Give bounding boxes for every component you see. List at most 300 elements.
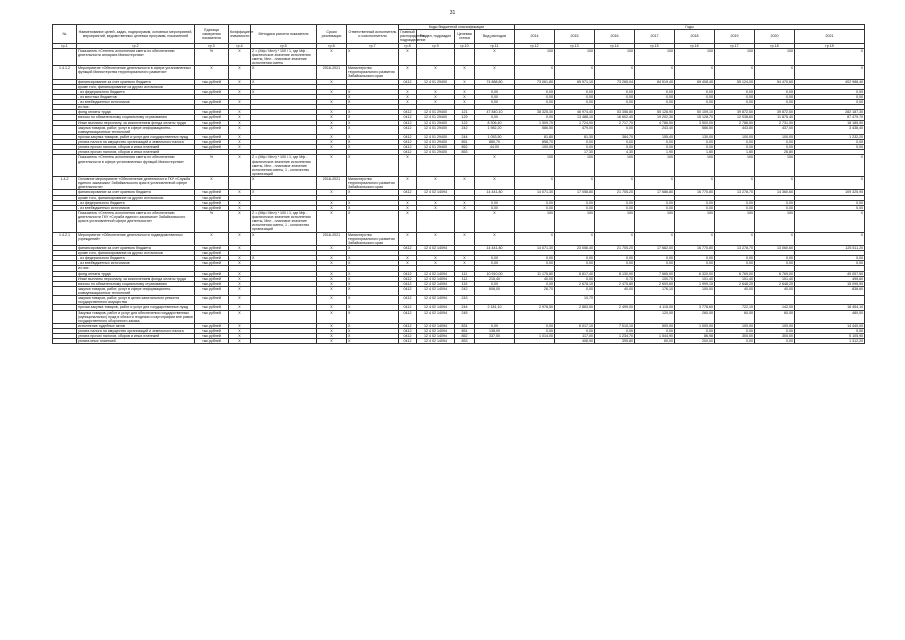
table-cell: 40,00 bbox=[755, 286, 795, 295]
table-cell: 0,00 bbox=[515, 115, 555, 120]
table-cell: 40,00 bbox=[715, 286, 755, 295]
table-cell: 18 185,90 bbox=[795, 120, 865, 125]
table-cell: Х bbox=[317, 200, 347, 205]
table-cell: Х bbox=[251, 190, 317, 195]
table-cell: 8 130,90 bbox=[595, 271, 635, 276]
table-cell: 55 126,90 bbox=[635, 110, 675, 115]
colnum: гр.19 bbox=[795, 43, 865, 48]
table-cell bbox=[417, 210, 455, 232]
table-cell: кроме того, финансирование из других источников bbox=[77, 251, 195, 256]
table-cell: 112 bbox=[455, 276, 475, 281]
table-cell: Х bbox=[317, 296, 347, 305]
table-cell: Х bbox=[399, 210, 417, 232]
table-cell: Х bbox=[251, 232, 317, 245]
table-row bbox=[53, 296, 865, 305]
table-cell: Х bbox=[455, 94, 475, 99]
table-cell: 852 bbox=[455, 145, 475, 150]
table-cell: Х bbox=[475, 177, 515, 190]
table-cell: 13 278,70 bbox=[715, 190, 755, 195]
table-cell: Х bbox=[347, 296, 399, 305]
table-cell: 260,00 bbox=[675, 310, 715, 323]
table-cell: - из внебюджетных источников bbox=[77, 100, 195, 105]
table-cell: Х bbox=[595, 177, 635, 190]
table-cell: 12 4 01 29400 bbox=[417, 145, 455, 150]
table-cell: 12 4 02 14094 bbox=[417, 305, 455, 310]
table-cell: Х bbox=[317, 48, 347, 66]
table-cell: прочая закупка товаров, работ и услуг для государственных нужд bbox=[77, 305, 195, 310]
table-cell: 0,00 bbox=[715, 200, 755, 205]
colnum: гр.6 bbox=[317, 43, 347, 48]
table-cell: 6 320,00 bbox=[675, 271, 715, 276]
table-cell: 12 4 01 29400 bbox=[417, 120, 455, 125]
table-cell: 12 4 02 14094 bbox=[417, 271, 455, 276]
table-cell: 53 356,80 bbox=[595, 110, 635, 115]
table-cell: тыс.рублей bbox=[195, 271, 229, 276]
table-cell: 100 bbox=[755, 155, 795, 177]
table-cell: 0412 bbox=[399, 281, 417, 286]
table-cell: Х bbox=[347, 155, 399, 177]
table-cell: Х bbox=[229, 261, 251, 266]
table-cell: Х bbox=[317, 115, 347, 120]
table-cell: 100 bbox=[515, 48, 555, 66]
table-cell: 46 974,40 bbox=[555, 110, 595, 115]
table-cell bbox=[251, 296, 317, 305]
header-years: Годы bbox=[515, 25, 865, 30]
table-cell: Х bbox=[455, 177, 475, 190]
table-cell: 722,10 bbox=[715, 305, 755, 310]
table-cell: 10 910,00 bbox=[475, 271, 515, 276]
table-cell: Х bbox=[455, 79, 475, 84]
table-cell: Х bbox=[229, 134, 251, 139]
table-cell: 100 bbox=[595, 48, 635, 66]
table-cell: Х bbox=[317, 79, 347, 84]
table-cell: Х bbox=[635, 66, 675, 79]
table-cell bbox=[251, 339, 317, 344]
table-cell: Х bbox=[417, 205, 455, 210]
table-cell: 0412 bbox=[399, 286, 417, 295]
table-cell bbox=[53, 48, 77, 66]
colnum: гр.3 bbox=[195, 43, 229, 48]
table-cell bbox=[53, 339, 77, 344]
table-cell: 0,00 bbox=[555, 145, 595, 150]
table-cell: 0412 bbox=[399, 79, 417, 84]
table-cell: Х bbox=[229, 200, 251, 205]
table-cell: 2016-2021 bbox=[317, 232, 347, 245]
table-cell: 0,00 bbox=[555, 261, 595, 266]
header-term: Сроки реализации bbox=[317, 25, 347, 44]
table-cell: Х bbox=[347, 110, 399, 115]
table-cell: Х bbox=[417, 89, 455, 94]
table-cell: Х bbox=[229, 339, 251, 344]
table-cell: 0,00 bbox=[595, 200, 635, 205]
table-cell: 6 769,00 bbox=[755, 271, 795, 276]
table-cell: 0412 bbox=[399, 134, 417, 139]
table-cell: 109 325,90 bbox=[795, 190, 865, 195]
colnum: гр.18 bbox=[755, 43, 795, 48]
table-cell: Х bbox=[229, 66, 251, 79]
header-2018: 2018 bbox=[675, 30, 715, 43]
table-cell: 21 705,20 bbox=[595, 190, 635, 195]
table-cell: 0,00 bbox=[555, 286, 595, 295]
table-cell: 0,00 bbox=[755, 205, 795, 210]
table-cell: Х bbox=[229, 125, 251, 134]
table-cell: 0,00 bbox=[635, 89, 675, 94]
table-cell: Х bbox=[317, 205, 347, 210]
table-cell: Министерство территориального развития Забайкальского края bbox=[347, 177, 399, 190]
header-grbs: Главный распорядитель, подразделение bbox=[400, 30, 427, 43]
table-cell: Х bbox=[347, 134, 399, 139]
header-name: Наименование целей, задач, подпрограмм, основных мероприятий, мероприятий, ведомственных целевых программ, показателей bbox=[77, 25, 195, 44]
table-cell: 0,00 bbox=[635, 329, 675, 334]
table-cell: 16 602,40 bbox=[595, 115, 635, 120]
table-cell: 1 312,20 bbox=[795, 339, 865, 344]
table-cell: 55 124,00 bbox=[715, 79, 755, 84]
table-cell: тыс.рублей bbox=[195, 323, 229, 328]
table-cell: Х bbox=[229, 115, 251, 120]
table-cell: 0,00 bbox=[555, 205, 595, 210]
table-cell bbox=[53, 155, 77, 177]
table-cell: Х bbox=[417, 200, 455, 205]
table-cell: Х bbox=[317, 245, 347, 250]
table-cell: Х bbox=[347, 286, 399, 295]
table-cell: Министерство территориального развития Забайкальского края bbox=[347, 232, 399, 245]
table-cell: - из федерального бюджета bbox=[77, 256, 195, 261]
table-cell: Х bbox=[555, 232, 595, 245]
table-cell: Х bbox=[347, 281, 399, 286]
table-cell: 130,00 bbox=[675, 134, 715, 139]
table-cell: уплата прочих налогов, сборов и иных платежей bbox=[77, 334, 195, 339]
table-cell: тыс.рублей bbox=[195, 205, 229, 210]
table-cell: 0,00 bbox=[635, 205, 675, 210]
table-cell: 4 115,00 bbox=[635, 305, 675, 310]
table-cell: Х bbox=[317, 155, 347, 177]
table-cell: 0,00 bbox=[475, 89, 515, 94]
table-cell: 14 441,80 bbox=[475, 245, 515, 250]
table-cell: Х bbox=[399, 155, 417, 177]
table-cell: Х bbox=[347, 334, 399, 339]
colnum: гр.14 bbox=[595, 43, 635, 48]
table-cell: 0,00 bbox=[515, 94, 555, 99]
table-cell: Х bbox=[399, 66, 417, 79]
table-cell: 12 4 02 14094 bbox=[417, 296, 455, 305]
table-cell: 1 053,50 bbox=[475, 134, 515, 139]
table-cell: Х bbox=[795, 210, 865, 232]
table-cell: 0,00 bbox=[675, 145, 715, 150]
table-cell: тыс.рублей bbox=[195, 305, 229, 310]
header-unit: Единица измерения показателя bbox=[195, 25, 229, 44]
colnum: гр.12 bbox=[515, 43, 555, 48]
colnum: гр.8 bbox=[399, 43, 417, 48]
table-cell: Мероприятие «Обеспечение деятельности подведомственных учреждений» bbox=[77, 232, 195, 245]
table-cell: тыс.рублей bbox=[195, 79, 229, 84]
table-cell: Х bbox=[347, 339, 399, 344]
table-cell: 81,30 bbox=[555, 134, 595, 139]
table-cell bbox=[455, 210, 475, 232]
table-cell bbox=[515, 339, 555, 344]
table-cell: 1 982,20 bbox=[475, 125, 515, 134]
table-cell: 245 bbox=[455, 310, 475, 323]
table-cell: 0,00 bbox=[755, 261, 795, 266]
table-cell: 86,98 bbox=[675, 334, 715, 339]
table-cell: 853 bbox=[455, 339, 475, 344]
table-cell: 853 bbox=[455, 150, 475, 155]
table-cell: Х bbox=[317, 329, 347, 334]
table-cell: 3 438,40 bbox=[795, 125, 865, 134]
table-cell: - из федерального бюджета bbox=[77, 200, 195, 205]
table-cell: 142,00 bbox=[755, 305, 795, 310]
table-cell: 0,00 bbox=[715, 140, 755, 145]
table-cell: Х bbox=[675, 232, 715, 245]
table-cell: 2016-2021 bbox=[317, 66, 347, 79]
table-cell: 100 bbox=[715, 155, 755, 177]
table-cell: 12 4 02 14094 bbox=[417, 334, 455, 339]
table-cell: финансирование за счет краевого бюджета bbox=[77, 245, 195, 250]
header-2016: 2016 bbox=[595, 30, 635, 43]
table-cell: - из внебюджетных источников bbox=[77, 261, 195, 266]
table-cell: кроме того, финансирование из других источников: bbox=[77, 195, 195, 200]
table-cell: 13 488,10 bbox=[555, 115, 595, 120]
header-no: № bbox=[53, 25, 77, 44]
table-cell: Х bbox=[347, 200, 399, 205]
table-cell: 0,70 bbox=[595, 276, 635, 281]
table-cell: 1 234,70 bbox=[595, 334, 635, 339]
table-cell: Мероприятие «Обеспечение деятельности в сфере установленных функций Министерства территориального развития» bbox=[77, 66, 195, 79]
table-cell: 0,00 bbox=[595, 329, 635, 334]
table-cell: 1.4.1.2 bbox=[53, 66, 77, 79]
table-cell: Х bbox=[229, 140, 251, 145]
table-cell: 0,00 bbox=[595, 100, 635, 105]
table-cell: Х bbox=[317, 281, 347, 286]
table-cell: 7 010,10 bbox=[595, 323, 635, 328]
table-cell: тыс.рублей bbox=[195, 100, 229, 105]
table-cell: 0412 bbox=[399, 334, 417, 339]
table-cell: 125 511,20 bbox=[795, 245, 865, 250]
table-cell: % bbox=[195, 48, 229, 66]
table-cell: из них: bbox=[77, 105, 195, 110]
table-cell: тыс.рублей bbox=[195, 89, 229, 94]
table-cell: Х bbox=[195, 177, 229, 190]
table-cell: Х bbox=[229, 310, 251, 323]
table-cell: 14 440,00 bbox=[795, 323, 865, 328]
table-cell: Х bbox=[347, 271, 399, 276]
colnum: гр.11 bbox=[475, 43, 515, 48]
table-cell: 0,00 bbox=[555, 329, 595, 334]
table-cell: 100 bbox=[675, 48, 715, 66]
table-cell: Х bbox=[417, 232, 455, 245]
table-cell: 100,00 bbox=[515, 145, 555, 150]
table-cell bbox=[715, 296, 755, 305]
table-cell: Х bbox=[399, 100, 417, 105]
table-cell: Х bbox=[317, 305, 347, 310]
table-cell: Иные выплаты персоналу, за исключением фонда оплаты труда bbox=[77, 120, 195, 125]
table-cell: 26,70 bbox=[515, 286, 555, 295]
table-cell: Х bbox=[347, 140, 399, 145]
table-cell: тыс.рублей bbox=[195, 281, 229, 286]
table-cell: 15 095,90 bbox=[795, 281, 865, 286]
header-razdel: Раздел, подраздел bbox=[417, 30, 455, 43]
table-cell bbox=[251, 286, 317, 295]
table-cell: Х bbox=[555, 177, 595, 190]
table-cell: 4,30 bbox=[595, 150, 635, 155]
table-cell: Х bbox=[317, 334, 347, 339]
table-cell: фонд оплаты труда bbox=[77, 271, 195, 276]
table-cell: 15 128,70 bbox=[675, 115, 715, 120]
table-cell: 0412 bbox=[399, 120, 417, 125]
table-cell: 880,70 bbox=[475, 140, 515, 145]
table-cell: Х bbox=[229, 210, 251, 232]
table-cell: 12 4 02 14094 bbox=[417, 245, 455, 250]
table-cell: тыс.рублей bbox=[195, 251, 229, 256]
table-cell: 13 060,60 bbox=[755, 245, 795, 250]
table-cell: 0,00 bbox=[475, 256, 515, 261]
table-cell: 282 187,30 bbox=[795, 110, 865, 115]
table-cell: 12 038,60 bbox=[715, 115, 755, 120]
table-cell: 0,00 bbox=[715, 329, 755, 334]
table-cell: 0,00 bbox=[475, 261, 515, 266]
table-cell: Х bbox=[195, 232, 229, 245]
table-cell: 74 888,80 bbox=[475, 79, 515, 84]
table-cell: Х bbox=[347, 245, 399, 250]
table-cell: 0,00 bbox=[755, 200, 795, 205]
header-2014: 2014 bbox=[515, 30, 555, 43]
table-cell: Х bbox=[347, 310, 399, 323]
table-cell: уплата прочих налогов, сборов и иных платежей bbox=[77, 150, 195, 155]
table-cell: Х bbox=[229, 323, 251, 328]
table-cell: 242 bbox=[455, 286, 475, 295]
table-cell: Х bbox=[755, 177, 795, 190]
table-cell: Х bbox=[229, 296, 251, 305]
colnum: гр.4 bbox=[229, 43, 251, 48]
table-cell: Показатель «Степень исполнения сметы по обеспечению деятельности в сфере установленных функций Министерства» bbox=[77, 155, 195, 177]
table-cell: 16 770,80 bbox=[675, 190, 715, 195]
table-cell: 12 4 01 29400 bbox=[417, 79, 455, 84]
table-cell: Х bbox=[347, 305, 399, 310]
table-cell: - из внебюджетных источников bbox=[77, 205, 195, 210]
colnum: гр.17 bbox=[715, 43, 755, 48]
table-cell: Х bbox=[229, 190, 251, 195]
table-cell: 495,60 bbox=[795, 276, 865, 281]
table-cell: Х bbox=[417, 94, 455, 99]
table-cell: 851 bbox=[455, 329, 475, 334]
table-cell: 0,00 bbox=[755, 329, 795, 334]
table-cell: тыс.рублей bbox=[195, 245, 229, 250]
table-cell: 300,00 bbox=[755, 334, 795, 339]
table-cell: 858,70 bbox=[515, 140, 555, 145]
table-cell: Х bbox=[229, 256, 251, 261]
table-cell bbox=[417, 48, 455, 66]
table-cell: 0412 bbox=[399, 329, 417, 334]
header-2017: 2017 bbox=[635, 30, 675, 43]
table-cell: Х bbox=[347, 120, 399, 125]
table-cell: Х bbox=[399, 232, 417, 245]
table-cell: 101,40 bbox=[755, 276, 795, 281]
table-cell: Х bbox=[229, 232, 251, 245]
table-cell: 14 441,80 bbox=[475, 190, 515, 195]
table-cell: 54 470,60 bbox=[755, 79, 795, 84]
table-cell: Х bbox=[251, 89, 317, 94]
table-cell: 12 4 01 29400 bbox=[417, 125, 455, 134]
table-cell: 2016-2021 bbox=[317, 177, 347, 190]
table-cell: 0,00 bbox=[595, 205, 635, 210]
table-cell: Х bbox=[555, 66, 595, 79]
table-cell: 1 544,90 bbox=[635, 334, 675, 339]
table-cell: 100 bbox=[515, 210, 555, 232]
table-cell: 0,00 bbox=[715, 256, 755, 261]
table-cell: 0,00 bbox=[595, 256, 635, 261]
table-cell: Х bbox=[317, 310, 347, 323]
table-cell: 852 bbox=[455, 334, 475, 339]
header-csr: Целевая статья bbox=[455, 30, 475, 43]
table-cell: 300,00 bbox=[715, 334, 755, 339]
table-cell: 39 872,50 bbox=[715, 110, 755, 115]
table-cell: Х bbox=[417, 66, 455, 79]
table-cell bbox=[53, 310, 77, 323]
table-cell: 6 017,10 bbox=[555, 323, 595, 328]
table-cell: 0,00 bbox=[795, 140, 865, 145]
table-row bbox=[53, 232, 865, 245]
table-cell: Х bbox=[229, 286, 251, 295]
table-cell: 100 bbox=[715, 210, 755, 232]
table-cell: 1 014,00 bbox=[515, 334, 555, 339]
table-cell: 244 bbox=[455, 134, 475, 139]
table-cell: финансирование за счет краевого бюджета bbox=[77, 190, 195, 195]
table-cell: Х bbox=[347, 256, 399, 261]
table-cell bbox=[53, 296, 77, 305]
table-cell: тыс.рублей bbox=[195, 145, 229, 150]
table-cell: тыс.рублей bbox=[195, 115, 229, 120]
table-cell: 0,00 bbox=[635, 100, 675, 105]
table-cell: Основное мероприятие «Обеспечение деятельности ГКУ «Служба единого заказчика» Забайкальского края в установленной сфере деятельности» bbox=[77, 177, 195, 190]
table-cell: 40,00 bbox=[515, 276, 555, 281]
table-cell: закупка товаров, работ, услуг в сфере информационно-коммуникационных технологий bbox=[77, 286, 195, 295]
table-cell: Х bbox=[347, 48, 399, 66]
table-cell: 0,00 bbox=[715, 145, 755, 150]
table-cell: 3 500,00 bbox=[675, 120, 715, 125]
table-cell: 2 717,70 bbox=[595, 120, 635, 125]
table-cell: 87 479,70 bbox=[795, 115, 865, 120]
colnum: гр.15 bbox=[635, 43, 675, 48]
table-cell: Х bbox=[229, 334, 251, 339]
table-cell: тыс.рублей bbox=[195, 195, 229, 200]
table-cell: Х bbox=[229, 100, 251, 105]
colnum: гр.9 bbox=[417, 43, 455, 48]
table-cell: тыс.рублей bbox=[195, 134, 229, 139]
table-cell: 17 058,80 bbox=[555, 190, 595, 195]
header-2015: 2015 bbox=[555, 30, 595, 43]
table-cell: 0,00 bbox=[475, 281, 515, 286]
table-cell: Х bbox=[595, 232, 635, 245]
table-cell: 12 4 02 14094 bbox=[417, 310, 455, 323]
table-cell: 81,80 bbox=[515, 134, 555, 139]
table-cell: Х bbox=[635, 232, 675, 245]
table-cell: Х bbox=[635, 177, 675, 190]
table-cell: Х bbox=[595, 66, 635, 79]
table-cell: Х bbox=[229, 79, 251, 84]
table-row bbox=[53, 310, 865, 323]
table-cell: 12 4 02 14094 bbox=[417, 323, 455, 328]
table-cell: 18 454,10 bbox=[795, 305, 865, 310]
table-cell: 0,00 bbox=[595, 140, 635, 145]
table-cell: Х bbox=[715, 177, 755, 190]
table-cell: 2 648,20 bbox=[715, 281, 755, 286]
table-cell: 100,00 bbox=[755, 134, 795, 139]
table-cell: 12 4 01 29400 bbox=[417, 134, 455, 139]
table-cell: 0,00 bbox=[475, 115, 515, 120]
table-cell: Х bbox=[399, 94, 417, 99]
table-cell: Х bbox=[455, 100, 475, 105]
table-cell: 100 bbox=[555, 210, 595, 232]
table-cell: Х bbox=[347, 125, 399, 134]
